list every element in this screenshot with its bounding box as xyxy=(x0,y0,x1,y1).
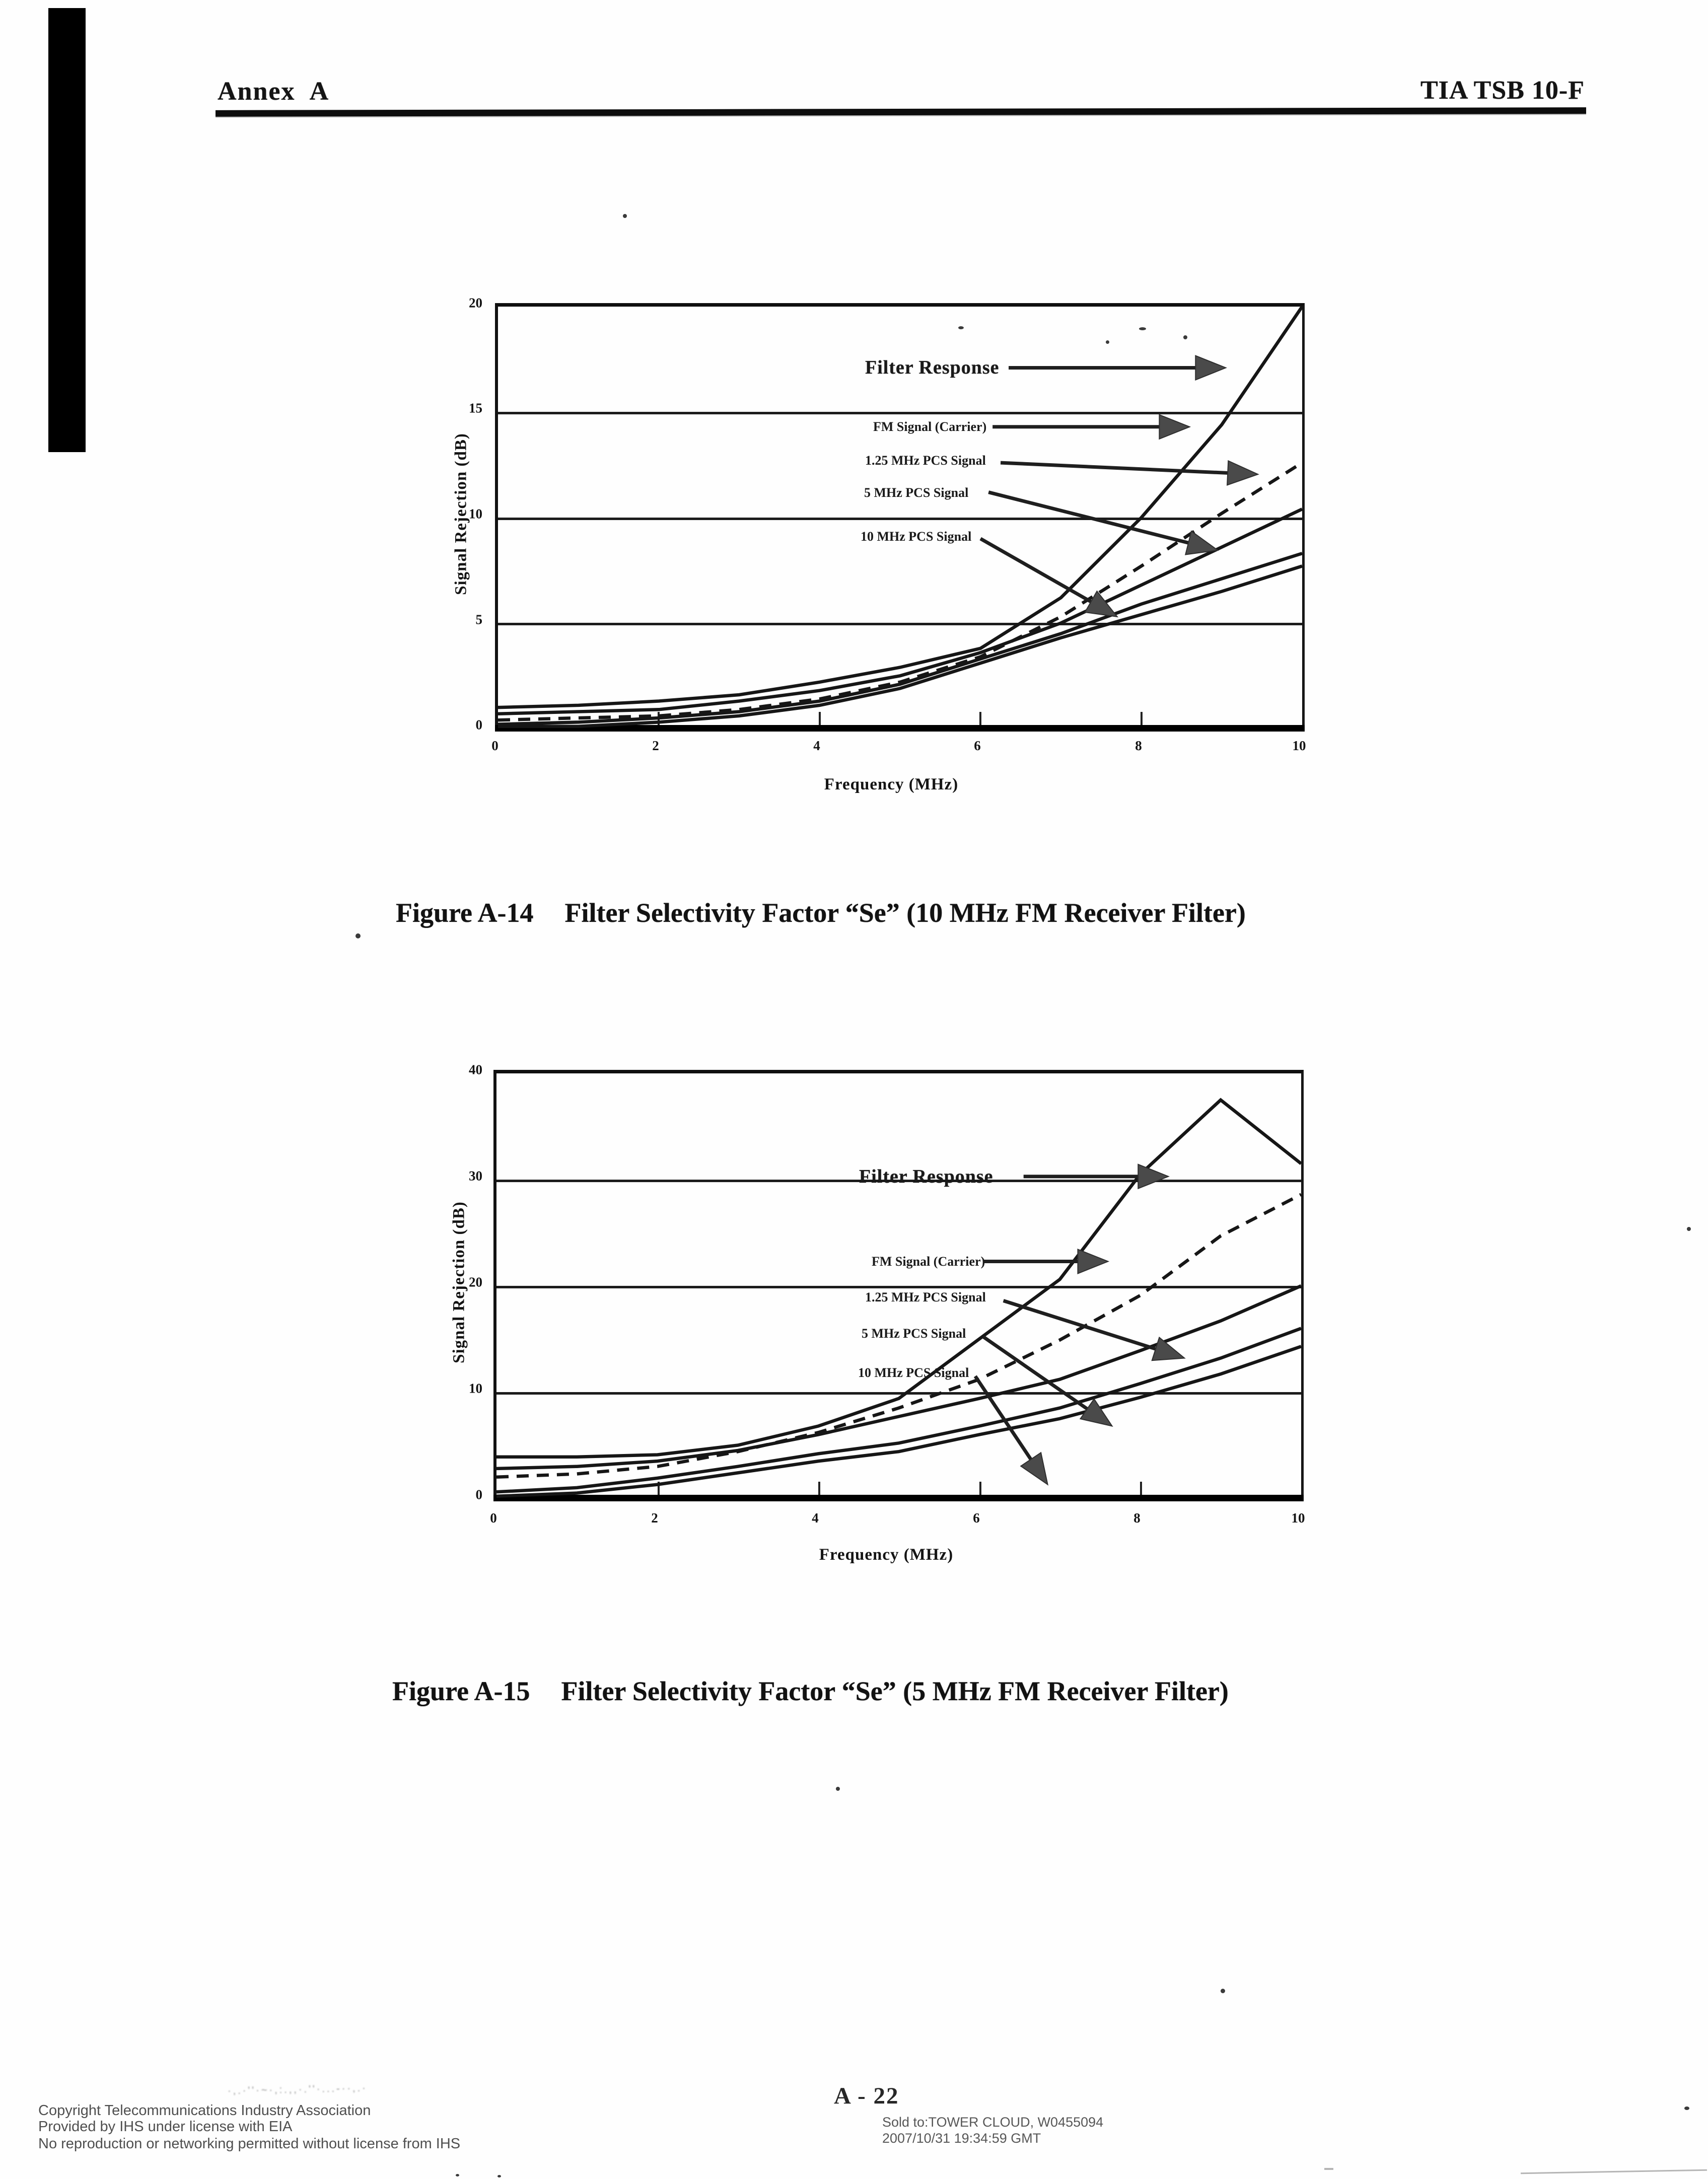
footer-copyright-line3: No reproduction or networking permitted without license from IHS xyxy=(38,2136,461,2152)
scan-speck xyxy=(623,214,627,218)
scan-speck xyxy=(1106,340,1109,344)
chart2-y-axis-label: Signal Rejection (dB) xyxy=(450,1201,468,1363)
chart1-y-tick-15: 15 xyxy=(469,400,482,416)
footer-copyright-line2: Provided by IHS under license with EIA xyxy=(38,2119,293,2135)
scan-speck xyxy=(1221,1989,1225,1993)
chart1-y-axis-label: Signal Rejection (dB) xyxy=(452,433,470,595)
chart2-x-axis-label: Frequency (MHz) xyxy=(819,1546,954,1564)
figure-a14-title: Filter Selectivity Factor “Se” (10 MHz FM Receiver Filter) xyxy=(564,898,1246,928)
chart1-x-tick-2: 2 xyxy=(652,738,659,753)
header-annex-title: Annex A xyxy=(218,77,330,106)
page-number: A - 22 xyxy=(834,2083,899,2109)
chart2-curves-canvas xyxy=(496,1073,1301,1498)
chart2-x-tick-0: 0 xyxy=(490,1510,497,1526)
scan-speck xyxy=(497,2175,501,2177)
scan-artifact-bar xyxy=(48,8,86,452)
chart2-y-tick-30: 30 xyxy=(469,1168,482,1184)
chart2-legend-5mhz: 5 MHz PCS Signal xyxy=(862,1326,966,1341)
chart1-legend-5mhz: 5 MHz PCS Signal xyxy=(864,485,969,500)
chart1-legend-filter-response: Filter Response xyxy=(865,357,1000,378)
chart1-x-tick-6: 6 xyxy=(974,738,981,753)
chart1-x-tick-10: 10 xyxy=(1292,738,1306,753)
chart2-legend-fm-signal: FM Signal (Carrier) xyxy=(872,1254,985,1269)
chart2-legend-1-25mhz: 1.25 MHz PCS Signal xyxy=(865,1290,986,1304)
chart1-y-tick-0: 0 xyxy=(475,717,482,733)
chart2-plot-area xyxy=(493,1070,1304,1498)
figure-a15-title: Filter Selectivity Factor “Se” (5 MHz FM Receiver Filter) xyxy=(561,1676,1229,1706)
footer-copyright-line1: Copyright Telecommunications Industry Association xyxy=(38,2102,371,2119)
chart2-y-tick-0: 0 xyxy=(475,1487,482,1502)
chart2-y-tick-40: 40 xyxy=(469,1062,482,1077)
chart1-legend-fm-signal: FM Signal (Carrier) xyxy=(873,419,987,434)
scan-speck xyxy=(1687,1227,1691,1231)
chart1-legend-10mhz: 10 MHz PCS Signal xyxy=(861,529,972,544)
chart2-legend-10mhz: 10 MHz PCS Signal xyxy=(858,1365,969,1380)
chart1-y-tick-5: 5 xyxy=(475,612,482,627)
chart2-x-tick-8: 8 xyxy=(1133,1510,1141,1526)
scan-speck xyxy=(355,933,361,938)
chart2-y-tick-10: 10 xyxy=(469,1381,482,1396)
scan-speck xyxy=(1183,335,1187,339)
chart1-x-axis-label: Frequency (MHz) xyxy=(824,775,959,793)
header-doc-id: TIA TSB 10-F xyxy=(1420,76,1585,105)
chart1-x-tick-4: 4 xyxy=(813,738,820,753)
chart2-legend-filter-response: Filter Response xyxy=(859,1166,993,1187)
scan-streak xyxy=(1521,2169,1707,2174)
scan-streak xyxy=(1324,2168,1333,2170)
chart2-x-tick-4: 4 xyxy=(812,1510,819,1526)
chart1-plot-area xyxy=(495,303,1305,729)
scan-speck xyxy=(836,1787,840,1791)
chart1-y-tick-10: 10 xyxy=(469,506,482,522)
scan-speck xyxy=(456,2174,459,2176)
chart1-x-tick-8: 8 xyxy=(1135,738,1142,753)
figure-a14-label: Figure A-14 xyxy=(396,898,534,928)
chart2-x-tick-10: 10 xyxy=(1291,1510,1305,1526)
chart1-y-tick-20: 20 xyxy=(469,295,482,311)
figure-a14-caption xyxy=(396,897,1246,928)
figure-a15-caption xyxy=(392,1676,1229,1707)
figure-a15-label: Figure A-15 xyxy=(392,1676,530,1706)
chart1-legend-1-25mhz: 1.25 MHz PCS Signal xyxy=(865,453,986,468)
footer-smudge-mark: ·,.·''·~·,:.,,·.''·...-··,.· xyxy=(227,2082,368,2097)
chart2-x-tick-6: 6 xyxy=(973,1510,980,1526)
chart2-y-tick-20: 20 xyxy=(469,1274,482,1290)
chart2-x-tick-2: 2 xyxy=(651,1510,658,1526)
footer-sold-timestamp: 2007/10/31 19:34:59 GMT xyxy=(882,2131,1041,2146)
scan-speck xyxy=(1139,327,1146,330)
scan-speck xyxy=(1684,2107,1689,2110)
scan-speck xyxy=(958,326,964,329)
chart1-x-tick-0: 0 xyxy=(491,738,499,753)
footer-sold-to: Sold to:TOWER CLOUD, W0455094 xyxy=(882,2115,1104,2130)
header-rule xyxy=(216,107,1586,117)
